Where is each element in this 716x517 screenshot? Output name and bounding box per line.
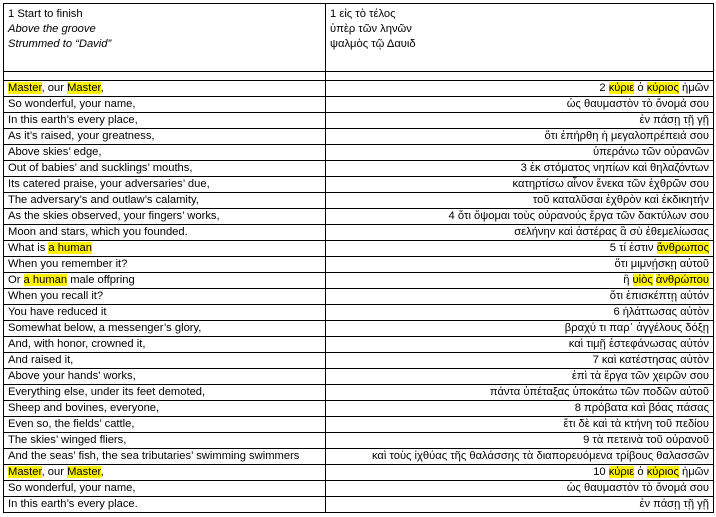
- english-header-cell: [4, 4, 326, 72]
- greek-cell: [326, 209, 714, 225]
- text-segment: You have reduced it: [8, 306, 107, 318]
- spacer-row: [4, 72, 714, 81]
- highlighted-word: κύριος: [646, 466, 679, 478]
- greek-cell: [326, 481, 714, 497]
- text-segment: ὅτι ἐπισκέπτῃ αὐτόν: [609, 290, 709, 302]
- greek-cell: [326, 369, 714, 385]
- greek-cell: [326, 305, 714, 321]
- text-segment: And, with honor, crowned it,: [8, 338, 146, 350]
- text-segment: The skies’ winged fliers,: [8, 434, 127, 446]
- highlighted-word: Master: [67, 466, 101, 478]
- english-cell: [4, 353, 326, 369]
- table-row: [4, 497, 714, 513]
- text-segment: βραχύ τι παρ᾽ ἀγγέλους δόξῃ: [564, 322, 709, 334]
- text-segment: 8 πρόβατα καὶ βόας πάσας: [574, 402, 709, 414]
- table-row: [4, 177, 714, 193]
- english-cell: [4, 337, 326, 353]
- highlighted-word: Master: [8, 82, 42, 94]
- table-row: [4, 481, 714, 497]
- table-row: [4, 289, 714, 305]
- greek-header-line: ὑπὲρ τῶν ληνῶν: [330, 23, 412, 35]
- text-segment: κατηρτίσω αἶνον ἕνεκα τῶν ἐχθρῶν σου: [512, 178, 709, 190]
- text-segment: As it’s raised, your greatness,: [8, 130, 155, 142]
- greek-cell: [326, 385, 714, 401]
- text-segment: ὡς θαυμαστὸν τὸ ὄνομά σου: [566, 482, 709, 494]
- english-cell: [4, 401, 326, 417]
- text-segment: 3 ἐκ στόματος νηπίων καὶ θηλαζόντων: [520, 162, 709, 174]
- table-row: [4, 241, 714, 257]
- text-segment: When you recall it?: [8, 290, 104, 302]
- greek-cell: [326, 145, 714, 161]
- text-segment: ὁ: [634, 82, 647, 94]
- english-cell: [4, 241, 326, 257]
- english-cell: [4, 113, 326, 129]
- text-segment: Above your hands’ works,: [8, 370, 136, 382]
- greek-cell: [326, 81, 714, 97]
- table-row: [4, 369, 714, 385]
- english-cell: [4, 481, 326, 497]
- highlighted-word: a human: [48, 242, 92, 254]
- english-cell: [4, 177, 326, 193]
- english-cell: [4, 161, 326, 177]
- text-segment: So wonderful, your name,: [8, 482, 136, 494]
- text-segment: 9 τὰ πετεινὰ τοῦ οὐρανοῦ: [583, 434, 709, 446]
- table-row: [4, 113, 714, 129]
- table-row: [4, 305, 714, 321]
- text-segment: Or: [8, 274, 24, 286]
- highlighted-word: κύριος: [646, 82, 679, 94]
- table-row: [4, 257, 714, 273]
- greek-cell: [326, 129, 714, 145]
- text-segment: 4 ὅτι ὄψομαι τοὺς οὐρανούς ἔργα τῶν δακτύλων σου: [448, 210, 709, 222]
- english-cell: [4, 385, 326, 401]
- text-segment: καὶ τιμῇ ἐστεφάνωσας αὐτόν: [568, 338, 709, 350]
- text-segment: The adversary’s and outlaw’s calamity,: [8, 194, 199, 206]
- table-row: [4, 273, 714, 289]
- text-segment: As the skies observed, your fingers’ works,: [8, 210, 220, 222]
- english-cell: [4, 81, 326, 97]
- greek-cell: [326, 257, 714, 273]
- english-header-line: 1 Start to finish: [8, 8, 83, 20]
- table-body: [4, 4, 714, 513]
- text-segment: Moon and stars, which you founded.: [8, 226, 188, 238]
- table-row: [4, 401, 714, 417]
- table-row: [4, 145, 714, 161]
- psalm-translation-table: [3, 3, 714, 513]
- table-row: [4, 353, 714, 369]
- highlighted-word: κύριε: [608, 466, 635, 478]
- text-segment: τοῦ καταλῦσαι ἐχθρὸν καὶ ἐκδικητήν: [532, 194, 709, 206]
- text-segment: ἢ: [623, 274, 633, 286]
- greek-cell: [326, 177, 714, 193]
- text-segment: 5 τί ἐστιν: [609, 242, 657, 254]
- text-segment: Its catered praise, your adversaries’ due,: [8, 178, 210, 190]
- table-row: [4, 449, 714, 465]
- greek-cell: [326, 289, 714, 305]
- greek-cell: [326, 497, 714, 513]
- table-row: [4, 465, 714, 481]
- greek-cell: [326, 241, 714, 257]
- english-cell: [4, 257, 326, 273]
- text-segment: What is: [8, 242, 49, 254]
- text-segment: In this earth’s every place.: [8, 498, 138, 510]
- english-cell: [4, 97, 326, 113]
- highlighted-word: Master: [8, 466, 42, 478]
- highlighted-word: a human: [23, 274, 68, 286]
- english-cell: [4, 289, 326, 305]
- text-segment: ὅτι μιμνῄσκῃ αὐτοῦ: [614, 258, 709, 270]
- highlighted-word: Master: [67, 82, 101, 94]
- text-segment: ἐπὶ τὰ ἔργα τῶν χειρῶν σου: [571, 370, 709, 382]
- english-cell: [4, 369, 326, 385]
- text-segment: ,: [100, 466, 104, 478]
- text-segment: When you remember it?: [8, 258, 128, 270]
- greek-header-line: 1 εἰς τὸ τέλος: [330, 8, 396, 20]
- spacer-cell: [326, 72, 714, 81]
- text-segment: male offpring: [67, 274, 135, 286]
- table-row: [4, 161, 714, 177]
- english-cell: [4, 145, 326, 161]
- greek-cell: [326, 401, 714, 417]
- table-row: [4, 385, 714, 401]
- text-segment: ὡς θαυμαστὸν τὸ ὄνομά σου: [566, 98, 709, 110]
- highlighted-word: κύριε: [608, 82, 635, 94]
- greek-cell: [326, 225, 714, 241]
- english-cell: [4, 433, 326, 449]
- text-segment: 6 ἠλάττωσας αὐτὸν: [613, 306, 709, 318]
- text-segment: 7 καὶ κατέστησας αὐτὸν: [592, 354, 709, 366]
- greek-cell: [326, 417, 714, 433]
- table-row: [4, 129, 714, 145]
- greek-cell: [326, 161, 714, 177]
- text-segment: σελήνην καὶ ἀστέρας ἃ σὺ ἐθεμελίωσας: [514, 226, 709, 238]
- text-segment: Sheep and bovines, everyone,: [8, 402, 160, 414]
- english-cell: [4, 129, 326, 145]
- text-segment: Above skies’ edge,: [8, 146, 102, 158]
- text-segment: ,: [100, 82, 104, 94]
- text-segment: 10: [593, 466, 609, 478]
- greek-header-line: ψαλμὸς τῷ Δαυιδ: [330, 38, 416, 50]
- english-header-line: Strummed to “David”: [8, 38, 112, 50]
- table-row: [4, 97, 714, 113]
- table-row: [4, 209, 714, 225]
- text-segment: And the seas’ fish, the sea tributaries’ swimming swimmers: [8, 450, 300, 462]
- header-row: [4, 4, 714, 72]
- english-cell: [4, 193, 326, 209]
- text-segment: ἐν πάσῃ τῇ γῇ: [639, 498, 709, 510]
- english-cell: [4, 497, 326, 513]
- greek-cell: [326, 337, 714, 353]
- greek-cell: [326, 193, 714, 209]
- greek-cell: [326, 449, 714, 465]
- english-cell: [4, 209, 326, 225]
- text-segment: In this earth’s every place,: [8, 114, 138, 126]
- highlighted-word: υἱὸς: [632, 274, 653, 286]
- greek-cell: [326, 465, 714, 481]
- greek-cell: [326, 97, 714, 113]
- table-row: [4, 337, 714, 353]
- english-cell: [4, 417, 326, 433]
- text-segment: So wonderful, your name,: [8, 98, 136, 110]
- table-row: [4, 321, 714, 337]
- text-segment: ὁ: [634, 466, 647, 478]
- greek-cell: [326, 273, 714, 289]
- greek-cell: [326, 353, 714, 369]
- text-segment: 2: [599, 82, 609, 94]
- highlighted-word: ἄνθρωπος: [656, 242, 709, 254]
- text-segment: ὑπεράνω τῶν οὐρανῶν: [592, 146, 709, 158]
- highlighted-word: ἀνθρώπου: [655, 274, 709, 286]
- greek-cell: [326, 321, 714, 337]
- text-segment: Even so, the fields’ cattle,: [8, 418, 135, 430]
- greek-header-cell: [326, 4, 714, 72]
- greek-cell: [326, 113, 714, 129]
- text-segment: καὶ τοὺς ἰχθύας τῆς θαλάσσης τὰ διαπορευόμενα τρίβους θαλασσῶν: [371, 450, 709, 462]
- table-row: [4, 81, 714, 97]
- text-segment: ἡμῶν: [678, 466, 709, 478]
- text-segment: ἐν πάσῃ τῇ γῇ: [639, 114, 709, 126]
- english-cell: [4, 273, 326, 289]
- text-segment: ἡμῶν: [678, 82, 709, 94]
- english-cell: [4, 321, 326, 337]
- text-segment: ὅτι ἐπήρθη ἡ μεγαλοπρέπειά σου: [544, 130, 709, 142]
- table-row: [4, 433, 714, 449]
- table-row: [4, 193, 714, 209]
- table-row: [4, 225, 714, 241]
- text-segment: , our: [41, 82, 68, 94]
- english-cell: [4, 305, 326, 321]
- text-segment: , our: [41, 466, 68, 478]
- text-segment: Out of babies’ and sucklings’ mouths,: [8, 162, 193, 174]
- spacer-cell: [4, 72, 326, 81]
- english-cell: [4, 225, 326, 241]
- english-cell: [4, 465, 326, 481]
- text-segment: Everything else, under its feet demoted,: [8, 386, 206, 398]
- english-cell: [4, 449, 326, 465]
- english-header-line: Above the groove: [8, 23, 96, 35]
- text-segment: ἔτι δὲ καὶ τὰ κτήνη τοῦ πεδίου: [563, 418, 709, 430]
- text-segment: And raised it,: [8, 354, 74, 366]
- text-segment: Somewhat below, a messenger’s glory,: [8, 322, 202, 334]
- greek-cell: [326, 433, 714, 449]
- table-row: [4, 417, 714, 433]
- text-segment: πάντα ὑπέταξας ὑποκάτω τῶν ποδῶν αὐτοῦ: [489, 386, 709, 398]
